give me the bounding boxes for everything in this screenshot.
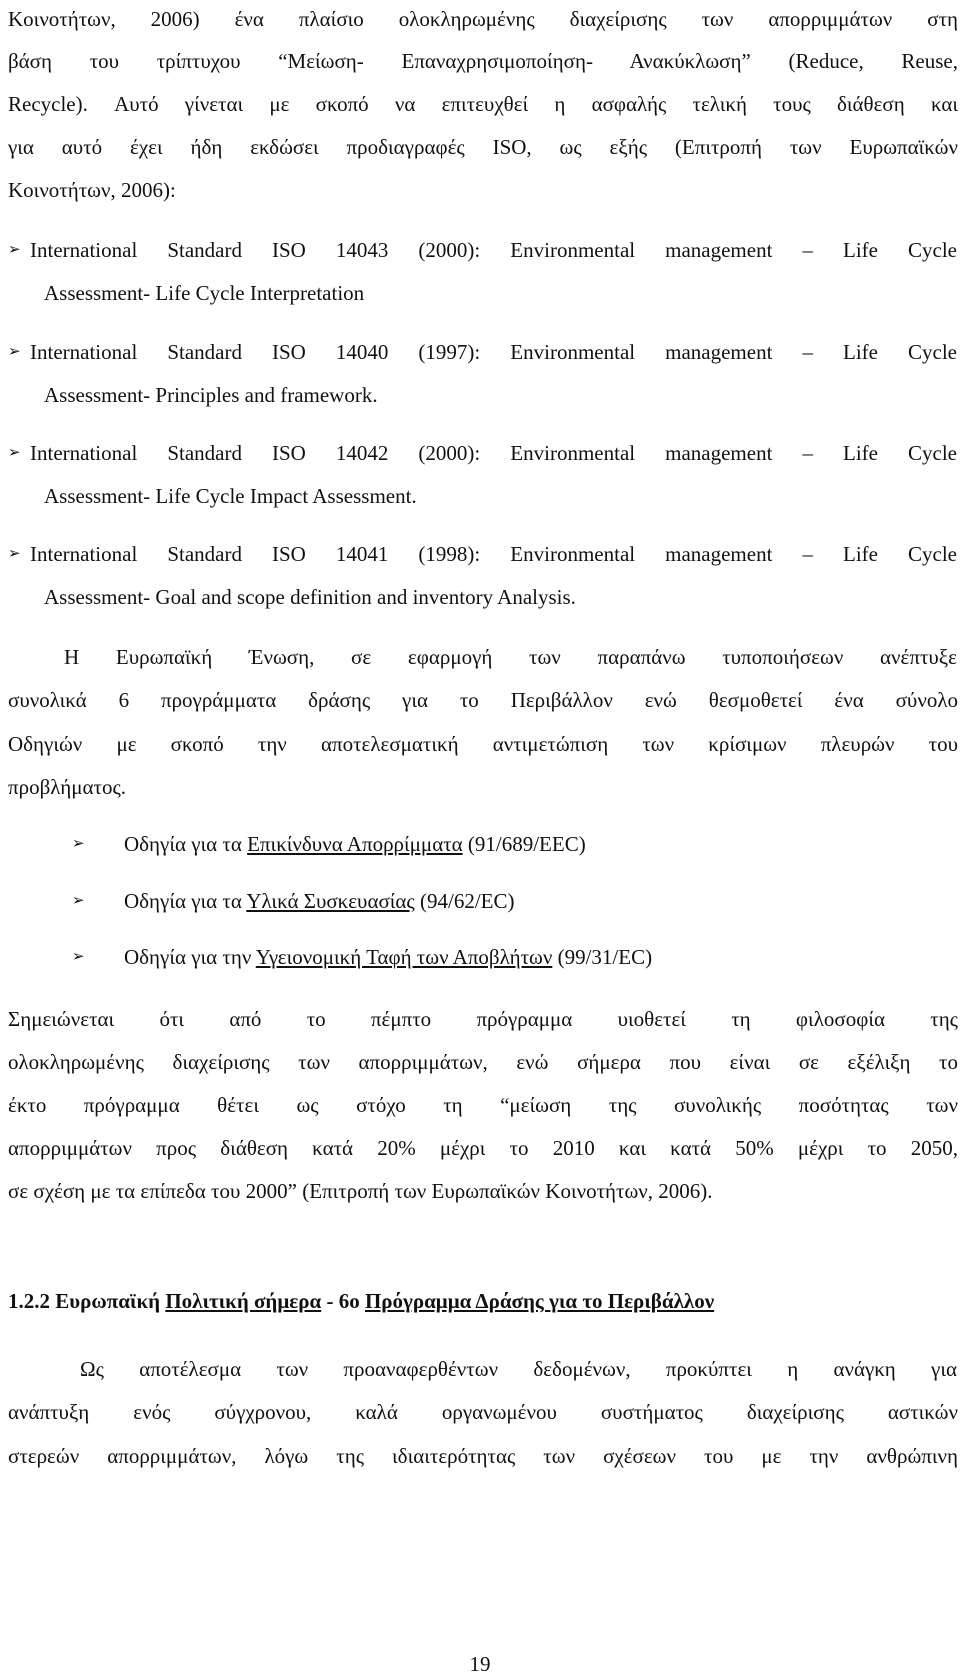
intro-line: Κοινοτήτων, 2006): <box>8 178 176 202</box>
directive-item: Οδηγία για τα Επικίνδυνα Απορρίμματα (91/689/EEC) <box>124 832 586 856</box>
programme-paragraph-line: έκτο πρόγραμμα θέτει ως στόχο τη “μείωση της συνολικής ποσότητας των <box>8 1093 958 1117</box>
iso-item-line: Assessment- Goal and scope definition and inventory Analysis. <box>44 585 576 609</box>
iso-item-line: Assessment- Life Cycle Interpretation <box>44 281 365 305</box>
bullet-arrow-icon: ➢ <box>72 893 85 909</box>
iso-item-line: International Standard ISO 14041 (1998): Environmental management – Life Cycle <box>30 542 957 566</box>
eu-paragraph-line: Η Ευρωπαϊκή Ένωση, σε εφαρμογή των παραπάνω τυποποιήσεων ανέπτυξε <box>64 645 957 669</box>
page-number: 19 <box>469 1652 491 1676</box>
iso-item-line: International Standard ISO 14043 (2000): Environmental management – Life Cycle <box>30 238 957 262</box>
final-paragraph-line: Ως αποτέλεσμα των προαναφερθέντων δεδομένων, προκύπτει η ανάγκη για <box>80 1357 957 1381</box>
iso-item-line: Assessment- Life Cycle Impact Assessment. <box>44 484 417 508</box>
intro-line: για αυτό έχει ήδη εκδώσει προδιαγραφές ISO, ως εξής (Επιτροπή των Ευρωπαϊκών <box>8 135 958 159</box>
eu-paragraph-line: Οδηγιών με σκοπό την αποτελεσματική αντιμετώπιση των κρίσιμων πλευρών του <box>8 732 958 756</box>
bullet-arrow-icon: ➢ <box>72 836 85 852</box>
intro-line: Κοινοτήτων, 2006) ένα πλαίσιο ολοκληρωμένης διαχείρισης των απορριμμάτων στη <box>8 7 958 31</box>
final-paragraph-line: στερεών απορριμμάτων, λόγω της ιδιαιτερότητας των σχέσεων του με την ανθρώπινη <box>8 1444 958 1468</box>
bullet-arrow-icon: ➢ <box>8 344 21 360</box>
final-paragraph-line: ανάπτυξη ενός σύγχρονου, καλά οργανωμένου συστήματος διαχείρισης αστικών <box>8 1400 958 1424</box>
bullet-arrow-icon: ➢ <box>8 242 21 258</box>
programme-paragraph-line: Σημειώνεται ότι από το πέμπτο πρόγραμμα υιοθετεί τη φιλοσοφία της <box>8 1007 958 1031</box>
programme-paragraph-line: ολοκληρωμένης διαχείρισης των απορριμμάτων, ενώ σήμερα που είναι σε εξέλιξη το <box>8 1050 958 1074</box>
eu-paragraph-line: προβλήματος. <box>8 775 127 799</box>
bullet-arrow-icon: ➢ <box>72 949 85 965</box>
bullet-arrow-icon: ➢ <box>8 546 21 562</box>
iso-item-line: International Standard ISO 14042 (2000): Environmental management – Life Cycle <box>30 441 957 465</box>
intro-line: Recycle). Αυτό γίνεται με σκοπό να επιτευχθεί η ασφαλής τελική τους διάθεση και <box>8 92 958 116</box>
directive-item: Οδηγία για την Υγειονομική Ταφή των Αποβλήτων (99/31/EC) <box>124 945 653 969</box>
directive-item: Οδηγία για τα Υλικά Συσκευασίας (94/62/EC) <box>124 889 515 913</box>
eu-paragraph-line: συνολικά 6 προγράμματα δράσης για το Περιβάλλον ενώ θεσμοθετεί ένα σύνολο <box>8 688 958 712</box>
programme-paragraph-line: απορριμμάτων προς διάθεση κατά 20% μέχρι το 2010 και κατά 50% μέχρι το 2050, <box>8 1136 958 1160</box>
iso-item-line: International Standard ISO 14040 (1997): Environmental management – Life Cycle <box>30 340 957 364</box>
bullet-arrow-icon: ➢ <box>8 445 21 461</box>
intro-line: βάση του τρίπτυχου “Μείωση- Επαναχρησιμοποίηση- Ανακύκλωση” (Reduce, Reuse, <box>8 49 958 73</box>
section-heading: 1.2.2 Ευρωπαϊκή Πολιτική σήμερα - 6ο Πρόγραμμα Δράσης για το Περιβάλλον <box>8 1289 715 1313</box>
iso-item-line: Assessment- Principles and framework. <box>44 383 378 407</box>
programme-paragraph-line: σε σχέση με τα επίπεδα του 2000” (Επιτροπή των Ευρωπαϊκών Κοινοτήτων, 2006). <box>8 1179 713 1203</box>
